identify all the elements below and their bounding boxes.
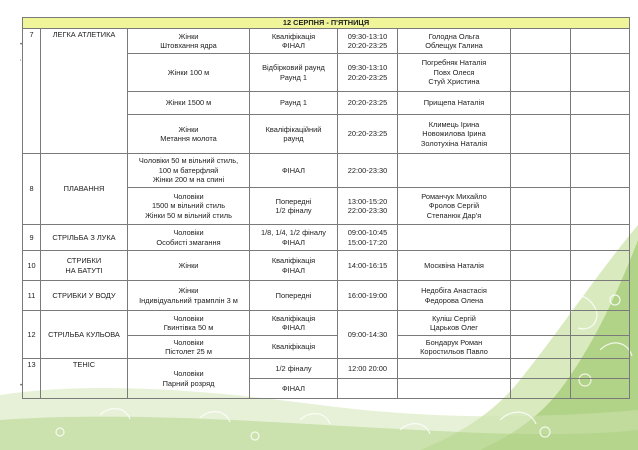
- empty-cell: [511, 379, 571, 399]
- sport-number: 11: [23, 281, 41, 311]
- event-cell: Жінки 1500 м: [128, 92, 250, 115]
- event-cell: Жінки: [128, 251, 250, 281]
- event-cell: Чоловіки Парний розряд: [128, 359, 250, 399]
- empty-cell: [571, 29, 630, 54]
- sport-number: 8: [23, 154, 41, 225]
- empty-cell: [571, 359, 630, 379]
- stage-cell: Попередні 1/2 фіналу: [250, 188, 338, 225]
- athletes-cell: Москвіна Наталія: [398, 251, 511, 281]
- sport-number: 7: [23, 29, 41, 154]
- athletes-cell: Куліш Сергій Царьков Олег: [398, 311, 511, 336]
- empty-cell: [511, 251, 571, 281]
- event-cell: Жінки Метання молота: [128, 115, 250, 154]
- empty-cell: [511, 336, 571, 359]
- empty-cell: [511, 359, 571, 379]
- event-cell: Жінки Індивідуальний трамплін 3 м: [128, 281, 250, 311]
- empty-cell: [511, 188, 571, 225]
- athletes-cell: Бондарук Роман Коростильов Павло: [398, 336, 511, 359]
- event-cell: Чоловіки Особисті змагання: [128, 225, 250, 251]
- stage-cell: ФІНАЛ: [250, 154, 338, 188]
- empty-cell: [571, 281, 630, 311]
- athletes-cell: Климець Ірина Новожилова Ірина Золотухіна Наталія: [398, 115, 511, 154]
- sport-name: СТРІЛЬБА КУЛЬОВА: [41, 311, 128, 359]
- athletes-cell: Недобіга Анастасія Федорова Олена: [398, 281, 511, 311]
- schedule-table: [22, 17, 630, 399]
- athletes-cell: [398, 154, 511, 188]
- stage-cell: Попередні: [250, 281, 338, 311]
- stage-cell: Відбірковий раунд Раунд 1: [250, 54, 338, 92]
- athletes-cell: Голодна Ольга Облещук Галина: [398, 29, 511, 54]
- empty-cell: [511, 29, 571, 54]
- table-row: [23, 225, 630, 251]
- sport-name: ЛЕГКА АТЛЕТИКА: [41, 29, 128, 154]
- empty-cell: [571, 115, 630, 154]
- margin-dot: ': [20, 60, 22, 66]
- sport-name: ТЕНІС: [41, 359, 128, 399]
- event-cell: Чоловіки Пістолет 25 м: [128, 336, 250, 359]
- stage-cell: 1/8, 1/4, 1/2 фіналу ФІНАЛ: [250, 225, 338, 251]
- event-cell: Жінки Штовхання ядра: [128, 29, 250, 54]
- time-cell: 14:00-16:15: [338, 251, 398, 281]
- athletes-cell: [398, 225, 511, 251]
- athletes-cell: [398, 359, 511, 379]
- time-cell: 09:30-13:10 20:20-23:25: [338, 29, 398, 54]
- table-row: [23, 154, 630, 188]
- athletes-cell: Прищепа Наталія: [398, 92, 511, 115]
- time-cell: [338, 379, 398, 399]
- athletes-cell: [398, 379, 511, 399]
- sport-number: 9: [23, 225, 41, 251]
- stage-cell: 1/2 фіналу: [250, 359, 338, 379]
- empty-cell: [511, 92, 571, 115]
- sport-name: СТРИБКИ У ВОДУ: [41, 281, 128, 311]
- athletes-cell: Романчук Михайло Фролов Сергій Степанюк Дар'я: [398, 188, 511, 225]
- athletes-cell: Погребняк Наталія Повх Олеся Стуй Христина: [398, 54, 511, 92]
- stage-cell: ФІНАЛ: [250, 379, 338, 399]
- table-row: [23, 251, 630, 281]
- table-row: [23, 311, 630, 336]
- event-cell: Чоловіки 1500 м вільний стиль Жінки 50 м вільний стиль: [128, 188, 250, 225]
- sport-name: ПЛАВАННЯ: [41, 154, 128, 225]
- empty-cell: [571, 311, 630, 336]
- empty-cell: [511, 225, 571, 251]
- time-cell: 09:30-13:10 20:20-23:25: [338, 54, 398, 92]
- empty-cell: [571, 379, 630, 399]
- empty-cell: [511, 54, 571, 92]
- empty-cell: [511, 281, 571, 311]
- table-row: [23, 359, 630, 379]
- stage-cell: Кваліфікація ФІНАЛ: [250, 251, 338, 281]
- stage-cell: Кваліфікація ФІНАЛ: [250, 29, 338, 54]
- table-row: [23, 281, 630, 311]
- time-cell: 12:00 20:00: [338, 359, 398, 379]
- empty-cell: [571, 188, 630, 225]
- sport-number: 12: [23, 311, 41, 359]
- empty-cell: [571, 54, 630, 92]
- empty-cell: [571, 154, 630, 188]
- time-cell: 22:00-23:30: [338, 154, 398, 188]
- time-cell: 20:20-23:25: [338, 92, 398, 115]
- empty-cell: [571, 336, 630, 359]
- time-cell: 16:00-19:00: [338, 281, 398, 311]
- stage-cell: Раунд 1: [250, 92, 338, 115]
- stage-cell: Кваліфікаційний раунд: [250, 115, 338, 154]
- page-title: 12 СЕРПНЯ - П'ЯТНИЦЯ: [23, 18, 630, 29]
- sport-number: 13: [23, 359, 41, 399]
- margin-dot: •: [20, 383, 23, 389]
- time-cell: 20:20-23:25: [338, 115, 398, 154]
- empty-cell: [511, 115, 571, 154]
- empty-cell: [511, 154, 571, 188]
- table-row: [23, 29, 630, 54]
- sport-number: 10: [23, 251, 41, 281]
- event-cell: Чоловіки Гвинтівка 50 м: [128, 311, 250, 336]
- time-cell: 13:00-15:20 22:00-23:30: [338, 188, 398, 225]
- empty-cell: [571, 92, 630, 115]
- sport-name: СТРІЛЬБА З ЛУКА: [41, 225, 128, 251]
- empty-cell: [571, 251, 630, 281]
- event-cell: Жінки 100 м: [128, 54, 250, 92]
- empty-cell: [571, 225, 630, 251]
- time-cell: 09:00-14:30: [338, 311, 398, 359]
- event-cell: Чоловіки 50 м вільний стиль, 100 м батерфляй Жінки 200 м на спині: [128, 154, 250, 188]
- empty-cell: [511, 311, 571, 336]
- stage-cell: Кваліфікація: [250, 336, 338, 359]
- sport-name: СТРИБКИ НА БАТУТІ: [41, 251, 128, 281]
- margin-dot: •: [20, 42, 23, 48]
- stage-cell: Кваліфікація ФІНАЛ: [250, 311, 338, 336]
- time-cell: 09:00-10:45 15:00-17:20: [338, 225, 398, 251]
